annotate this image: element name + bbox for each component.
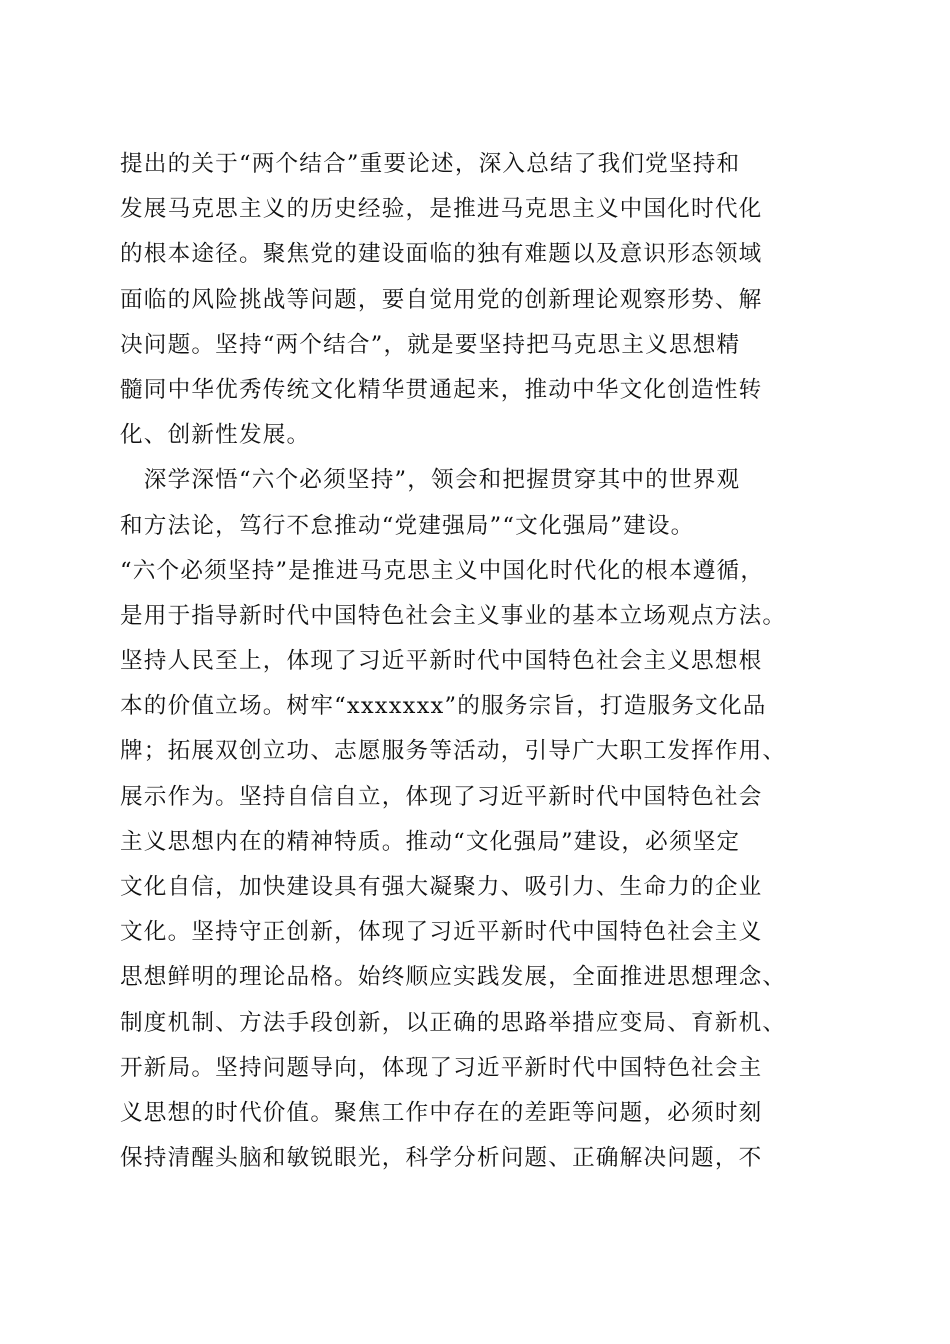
text-line: “六个必须坚持”是推进马克思主义中国化时代化的根本遵循， [120, 557, 765, 584]
paragraph [120, 458, 840, 1181]
text-line: 文化。坚持守正创新，体现了习近平新时代中国特色社会主义 [120, 919, 763, 946]
text-line: 髓同中华优秀传统文化精华贯通起来，推动中华文化创造性转 [120, 376, 763, 403]
text-line: 保持清醒头脑和敏锐眼光，科学分析问题、正确解决问题，不 [120, 1145, 763, 1172]
paragraph [120, 142, 840, 458]
text-line: 本的价值立场。树牢“xxxxxxx”的服务宗旨，打造服务文化品 [120, 693, 767, 720]
text-line: 是用于指导新时代中国特色社会主义事业的基本立场观点方法。 [120, 602, 787, 629]
text-line: 主义思想内在的精神特质。推动“文化强局”建设，必须坚定 [120, 828, 741, 855]
text-line: 提出的关于“两个结合”重要论述，深入总结了我们党坚持和 [120, 151, 741, 177]
text-line: 展示作为。坚持自信自立，体现了习近平新时代中国特色社会 [120, 783, 763, 810]
text-line: 开新局。坚持问题导向，体现了习近平新时代中国特色社会主 [120, 1054, 763, 1081]
text-line: 牌；拓展双创立功、志愿服务等活动，引导广大职工发挥作用、 [120, 738, 787, 765]
text-line: 决问题。坚持“两个结合”，就是要坚持把马克思主义思想精 [120, 331, 741, 358]
document-body [120, 142, 840, 1181]
text-line: 的根本途径。聚焦党的建设面临的独有难题以及意识形态领域 [120, 241, 763, 268]
text-line: 思想鲜明的理论品格。始终顺应实践发展，全面推进思想理念、 [120, 964, 787, 991]
text-line: 面临的风险挑战等问题，要自觉用党的创新理论观察形势、解 [120, 286, 763, 313]
text-line: 深学深悟“六个必须坚持”，领会和把握贯穿其中的世界观 [120, 467, 741, 494]
text-line: 文化自信，加快建设具有强大凝聚力、吸引力、生命力的企业 [120, 874, 763, 900]
text-line: 和方法论，笃行不怠推动“党建强局”“文化强局”建设。 [120, 512, 695, 539]
text-line: 制度机制、方法手段创新，以正确的思路举措应变局、育新机、 [120, 1009, 787, 1036]
text-line: 坚持人民至上，体现了习近平新时代中国特色社会主义思想根 [120, 648, 763, 675]
text-line: 化、创新性发展。 [120, 422, 311, 449]
text-line: 发展马克思主义的历史经验，是推进马克思主义中国化时代化 [120, 196, 763, 223]
text-line: 义思想的时代价值。聚焦工作中存在的差距等问题，必须时刻 [120, 1099, 763, 1126]
